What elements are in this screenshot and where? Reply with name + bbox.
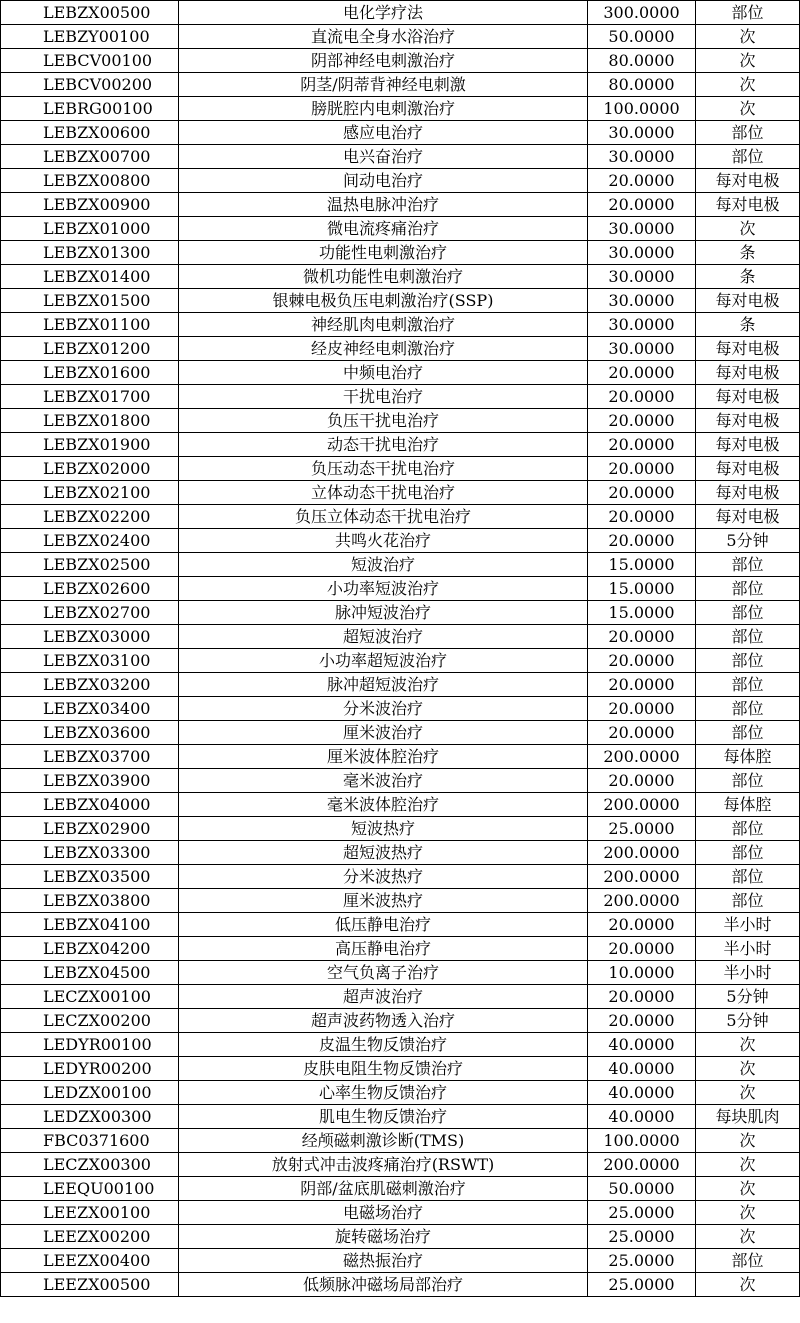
- item-code-cell: LEBZX02500: [1, 553, 179, 577]
- item-code-cell: LEBZX01200: [1, 337, 179, 361]
- item-code-cell: LEBCV00200: [1, 73, 179, 97]
- item-code-cell: LEBZX03400: [1, 697, 179, 721]
- table-row: [1, 433, 800, 457]
- item-code-cell: LEEZX00200: [1, 1225, 179, 1249]
- item-code-cell: LEBZX02600: [1, 577, 179, 601]
- table-row: [1, 889, 800, 913]
- item-price-cell: 200.0000: [588, 793, 696, 817]
- item-price-cell: 20.0000: [588, 193, 696, 217]
- item-name-cell: 旋转磁场治疗: [179, 1225, 588, 1249]
- item-unit-cell: 次: [696, 1273, 800, 1297]
- item-name-cell: 动态干扰电治疗: [179, 433, 588, 457]
- item-name-cell: 放射式冲击波疼痛治疗(RSWT): [179, 1153, 588, 1177]
- item-price-cell: 20.0000: [588, 649, 696, 673]
- item-code-cell: LEBZX03600: [1, 721, 179, 745]
- item-unit-cell: 部位: [696, 841, 800, 865]
- item-unit-cell: 每对电极: [696, 481, 800, 505]
- item-code-cell: LEBZX00700: [1, 145, 179, 169]
- item-price-cell: 30.0000: [588, 265, 696, 289]
- table-row: [1, 289, 800, 313]
- item-unit-cell: 每对电极: [696, 169, 800, 193]
- item-code-cell: LEBZX02400: [1, 529, 179, 553]
- item-price-cell: 20.0000: [588, 433, 696, 457]
- item-code-cell: LEBZX00900: [1, 193, 179, 217]
- item-unit-cell: 条: [696, 241, 800, 265]
- table-row: [1, 961, 800, 985]
- table-row: [1, 97, 800, 121]
- item-code-cell: LEBZX01100: [1, 313, 179, 337]
- item-unit-cell: 部位: [696, 121, 800, 145]
- item-unit-cell: 每对电极: [696, 457, 800, 481]
- item-price-cell: 40.0000: [588, 1033, 696, 1057]
- table-row: [1, 481, 800, 505]
- table-row: [1, 697, 800, 721]
- item-price-cell: 40.0000: [588, 1105, 696, 1129]
- item-price-cell: 200.0000: [588, 841, 696, 865]
- item-price-cell: 200.0000: [588, 889, 696, 913]
- item-code-cell: LEBZX01800: [1, 409, 179, 433]
- table-row: [1, 1009, 800, 1033]
- item-name-cell: 分米波治疗: [179, 697, 588, 721]
- item-name-cell: 温热电脉冲治疗: [179, 193, 588, 217]
- table-row: [1, 25, 800, 49]
- item-name-cell: 磁热振治疗: [179, 1249, 588, 1273]
- item-unit-cell: 半小时: [696, 913, 800, 937]
- item-code-cell: LEBZX01900: [1, 433, 179, 457]
- item-name-cell: 超短波治疗: [179, 625, 588, 649]
- item-unit-cell: 部位: [696, 697, 800, 721]
- table-row: [1, 1081, 800, 1105]
- item-code-cell: LEBZX03800: [1, 889, 179, 913]
- table-row: [1, 817, 800, 841]
- item-unit-cell: 部位: [696, 577, 800, 601]
- item-price-cell: 20.0000: [588, 481, 696, 505]
- item-name-cell: 厘米波热疗: [179, 889, 588, 913]
- table-row: [1, 313, 800, 337]
- item-name-cell: 负压干扰电治疗: [179, 409, 588, 433]
- item-unit-cell: 5分钟: [696, 529, 800, 553]
- item-name-cell: 阴部/盆底肌磁刺激治疗: [179, 1177, 588, 1201]
- item-name-cell: 共鸣火花治疗: [179, 529, 588, 553]
- table-row: [1, 1105, 800, 1129]
- item-price-cell: 30.0000: [588, 145, 696, 169]
- item-unit-cell: 部位: [696, 817, 800, 841]
- item-price-cell: 10.0000: [588, 961, 696, 985]
- table-row: [1, 745, 800, 769]
- item-price-cell: 30.0000: [588, 289, 696, 313]
- item-unit-cell: 次: [696, 1129, 800, 1153]
- item-unit-cell: 部位: [696, 145, 800, 169]
- table-row: [1, 145, 800, 169]
- item-unit-cell: 每对电极: [696, 409, 800, 433]
- item-name-cell: 间动电治疗: [179, 169, 588, 193]
- item-price-cell: 25.0000: [588, 1249, 696, 1273]
- item-price-cell: 20.0000: [588, 913, 696, 937]
- table-row: [1, 577, 800, 601]
- item-name-cell: 电兴奋治疗: [179, 145, 588, 169]
- item-unit-cell: 次: [696, 73, 800, 97]
- item-price-cell: 15.0000: [588, 553, 696, 577]
- table-row: [1, 625, 800, 649]
- item-code-cell: LEEZX00100: [1, 1201, 179, 1225]
- table-row: [1, 913, 800, 937]
- item-unit-cell: 5分钟: [696, 985, 800, 1009]
- item-name-cell: 厘米波体腔治疗: [179, 745, 588, 769]
- item-code-cell: LEBZX04000: [1, 793, 179, 817]
- item-unit-cell: 每对电极: [696, 385, 800, 409]
- item-name-cell: 小功率超短波治疗: [179, 649, 588, 673]
- item-unit-cell: 部位: [696, 1, 800, 25]
- item-name-cell: 微机功能性电刺激治疗: [179, 265, 588, 289]
- table-row: [1, 865, 800, 889]
- item-name-cell: 低频脉冲磁场局部治疗: [179, 1273, 588, 1297]
- item-name-cell: 毫米波体腔治疗: [179, 793, 588, 817]
- item-code-cell: LEBZX02200: [1, 505, 179, 529]
- item-price-cell: 200.0000: [588, 1153, 696, 1177]
- item-price-cell: 20.0000: [588, 985, 696, 1009]
- table-row: [1, 217, 800, 241]
- item-code-cell: LEDZX00300: [1, 1105, 179, 1129]
- item-code-cell: LEBZX04200: [1, 937, 179, 961]
- item-unit-cell: 部位: [696, 721, 800, 745]
- item-price-cell: 25.0000: [588, 817, 696, 841]
- table-row: [1, 793, 800, 817]
- item-price-cell: 15.0000: [588, 601, 696, 625]
- table-row: [1, 841, 800, 865]
- item-name-cell: 脉冲短波治疗: [179, 601, 588, 625]
- item-price-cell: 50.0000: [588, 25, 696, 49]
- item-price-cell: 20.0000: [588, 529, 696, 553]
- item-code-cell: LEBZX02100: [1, 481, 179, 505]
- item-price-cell: 20.0000: [588, 361, 696, 385]
- item-code-cell: LEBZY00100: [1, 25, 179, 49]
- item-unit-cell: 部位: [696, 865, 800, 889]
- item-name-cell: 皮温生物反馈治疗: [179, 1033, 588, 1057]
- item-unit-cell: 每对电极: [696, 289, 800, 313]
- item-unit-cell: 每对电极: [696, 337, 800, 361]
- item-name-cell: 经皮神经电刺激治疗: [179, 337, 588, 361]
- item-price-cell: 80.0000: [588, 49, 696, 73]
- item-code-cell: LECZX00100: [1, 985, 179, 1009]
- table-row: [1, 241, 800, 265]
- item-code-cell: LEDZX00100: [1, 1081, 179, 1105]
- item-unit-cell: 部位: [696, 625, 800, 649]
- item-name-cell: 空气负离子治疗: [179, 961, 588, 985]
- item-name-cell: 脉冲超短波治疗: [179, 673, 588, 697]
- item-price-cell: 20.0000: [588, 721, 696, 745]
- table-row: [1, 1, 800, 25]
- item-name-cell: 负压立体动态干扰电治疗: [179, 505, 588, 529]
- item-name-cell: 皮肤电阻生物反馈治疗: [179, 1057, 588, 1081]
- table-row: [1, 265, 800, 289]
- item-price-cell: 80.0000: [588, 73, 696, 97]
- item-price-cell: 25.0000: [588, 1273, 696, 1297]
- item-name-cell: 经颅磁刺激诊断(TMS): [179, 1129, 588, 1153]
- item-code-cell: LEEZX00500: [1, 1273, 179, 1297]
- item-price-cell: 20.0000: [588, 457, 696, 481]
- item-unit-cell: 次: [696, 1153, 800, 1177]
- table-row: [1, 457, 800, 481]
- item-name-cell: 干扰电治疗: [179, 385, 588, 409]
- item-code-cell: LEBZX02000: [1, 457, 179, 481]
- item-price-cell: 40.0000: [588, 1057, 696, 1081]
- item-unit-cell: 次: [696, 1201, 800, 1225]
- item-unit-cell: 次: [696, 1057, 800, 1081]
- table-row: [1, 649, 800, 673]
- item-name-cell: 立体动态干扰电治疗: [179, 481, 588, 505]
- item-code-cell: LEBZX02900: [1, 817, 179, 841]
- table-row: [1, 1153, 800, 1177]
- item-price-cell: 200.0000: [588, 745, 696, 769]
- table-row: [1, 673, 800, 697]
- item-name-cell: 神经肌肉电刺激治疗: [179, 313, 588, 337]
- item-code-cell: LEBZX03000: [1, 625, 179, 649]
- item-name-cell: 阴部神经电刺激治疗: [179, 49, 588, 73]
- item-unit-cell: 每对电极: [696, 361, 800, 385]
- table-row: [1, 337, 800, 361]
- item-name-cell: 心率生物反馈治疗: [179, 1081, 588, 1105]
- item-code-cell: LEBZX03100: [1, 649, 179, 673]
- item-unit-cell: 每对电极: [696, 505, 800, 529]
- table-row: [1, 409, 800, 433]
- item-price-cell: 25.0000: [588, 1201, 696, 1225]
- table-row: [1, 529, 800, 553]
- item-code-cell: LEBZX03300: [1, 841, 179, 865]
- table-row: [1, 601, 800, 625]
- item-price-cell: 30.0000: [588, 313, 696, 337]
- item-price-cell: 15.0000: [588, 577, 696, 601]
- item-code-cell: LEBRG00100: [1, 97, 179, 121]
- item-price-cell: 300.0000: [588, 1, 696, 25]
- item-unit-cell: 条: [696, 313, 800, 337]
- item-code-cell: LEBZX01700: [1, 385, 179, 409]
- item-unit-cell: 每体腔: [696, 745, 800, 769]
- item-code-cell: LEDYR00200: [1, 1057, 179, 1081]
- item-name-cell: 小功率短波治疗: [179, 577, 588, 601]
- item-price-cell: 30.0000: [588, 217, 696, 241]
- item-price-cell: 30.0000: [588, 121, 696, 145]
- item-unit-cell: 次: [696, 97, 800, 121]
- table-row: [1, 769, 800, 793]
- item-name-cell: 超声波治疗: [179, 985, 588, 1009]
- item-unit-cell: 次: [696, 217, 800, 241]
- item-name-cell: 厘米波治疗: [179, 721, 588, 745]
- item-price-cell: 20.0000: [588, 937, 696, 961]
- table-row: [1, 1201, 800, 1225]
- item-price-cell: 20.0000: [588, 169, 696, 193]
- item-unit-cell: 条: [696, 265, 800, 289]
- table-row: [1, 49, 800, 73]
- item-unit-cell: 每体腔: [696, 793, 800, 817]
- item-name-cell: 电磁场治疗: [179, 1201, 588, 1225]
- item-name-cell: 短波热疗: [179, 817, 588, 841]
- item-code-cell: LEBZX00800: [1, 169, 179, 193]
- item-code-cell: LEBCV00100: [1, 49, 179, 73]
- item-unit-cell: 部位: [696, 553, 800, 577]
- item-price-cell: 20.0000: [588, 409, 696, 433]
- item-name-cell: 功能性电刺激治疗: [179, 241, 588, 265]
- table-row: [1, 721, 800, 745]
- item-unit-cell: 次: [696, 1177, 800, 1201]
- table-row: [1, 169, 800, 193]
- item-code-cell: LEBZX01500: [1, 289, 179, 313]
- item-code-cell: LEBZX03200: [1, 673, 179, 697]
- table-body: [1, 1, 800, 1297]
- table-row: [1, 385, 800, 409]
- item-unit-cell: 半小时: [696, 937, 800, 961]
- item-unit-cell: 部位: [696, 649, 800, 673]
- item-unit-cell: 次: [696, 1033, 800, 1057]
- item-code-cell: LEBZX00500: [1, 1, 179, 25]
- item-price-cell: 20.0000: [588, 673, 696, 697]
- table-row: [1, 73, 800, 97]
- item-name-cell: 微电流疼痛治疗: [179, 217, 588, 241]
- item-name-cell: 超短波热疗: [179, 841, 588, 865]
- item-name-cell: 膀胱腔内电刺激治疗: [179, 97, 588, 121]
- item-unit-cell: 半小时: [696, 961, 800, 985]
- table-row: [1, 553, 800, 577]
- item-name-cell: 肌电生物反馈治疗: [179, 1105, 588, 1129]
- item-code-cell: LEEQU00100: [1, 1177, 179, 1201]
- table-row: [1, 1249, 800, 1273]
- item-code-cell: LEDYR00100: [1, 1033, 179, 1057]
- item-code-cell: LEBZX04100: [1, 913, 179, 937]
- table-row: [1, 937, 800, 961]
- item-price-cell: 20.0000: [588, 697, 696, 721]
- table-row: [1, 1273, 800, 1297]
- item-code-cell: LEEZX00400: [1, 1249, 179, 1273]
- item-name-cell: 阴茎/阴蒂背神经电刺激: [179, 73, 588, 97]
- table-row: [1, 1129, 800, 1153]
- item-code-cell: LEBZX01000: [1, 217, 179, 241]
- table-row: [1, 1033, 800, 1057]
- item-name-cell: 电化学疗法: [179, 1, 588, 25]
- table-row: [1, 505, 800, 529]
- item-name-cell: 银棘电极负压电刺激治疗(SSP): [179, 289, 588, 313]
- item-price-cell: 20.0000: [588, 769, 696, 793]
- item-code-cell: LEBZX00600: [1, 121, 179, 145]
- item-unit-cell: 5分钟: [696, 1009, 800, 1033]
- item-code-cell: LEBZX03900: [1, 769, 179, 793]
- item-code-cell: LEBZX03500: [1, 865, 179, 889]
- item-price-cell: 20.0000: [588, 505, 696, 529]
- table-row: [1, 361, 800, 385]
- item-unit-cell: 部位: [696, 769, 800, 793]
- item-unit-cell: 每对电极: [696, 193, 800, 217]
- item-code-cell: LEBZX01400: [1, 265, 179, 289]
- item-price-cell: 40.0000: [588, 1081, 696, 1105]
- item-code-cell: LEBZX04500: [1, 961, 179, 985]
- item-unit-cell: 每对电极: [696, 433, 800, 457]
- item-name-cell: 直流电全身水浴治疗: [179, 25, 588, 49]
- item-unit-cell: 次: [696, 49, 800, 73]
- item-price-cell: 30.0000: [588, 337, 696, 361]
- item-price-cell: 20.0000: [588, 385, 696, 409]
- item-price-cell: 200.0000: [588, 865, 696, 889]
- item-code-cell: LECZX00300: [1, 1153, 179, 1177]
- item-unit-cell: 部位: [696, 889, 800, 913]
- item-name-cell: 负压动态干扰电治疗: [179, 457, 588, 481]
- item-price-cell: 50.0000: [588, 1177, 696, 1201]
- table-row: [1, 985, 800, 1009]
- item-name-cell: 中频电治疗: [179, 361, 588, 385]
- table-row: [1, 193, 800, 217]
- item-unit-cell: 次: [696, 25, 800, 49]
- item-name-cell: 超声波药物透入治疗: [179, 1009, 588, 1033]
- item-unit-cell: 次: [696, 1225, 800, 1249]
- table-row: [1, 1225, 800, 1249]
- item-name-cell: 毫米波治疗: [179, 769, 588, 793]
- table-row: [1, 1177, 800, 1201]
- item-code-cell: LEBZX01600: [1, 361, 179, 385]
- item-unit-cell: 部位: [696, 673, 800, 697]
- item-name-cell: 高压静电治疗: [179, 937, 588, 961]
- item-name-cell: 分米波热疗: [179, 865, 588, 889]
- item-name-cell: 感应电治疗: [179, 121, 588, 145]
- item-price-cell: 100.0000: [588, 97, 696, 121]
- item-price-cell: 20.0000: [588, 1009, 696, 1033]
- item-price-cell: 25.0000: [588, 1225, 696, 1249]
- item-code-cell: LEBZX03700: [1, 745, 179, 769]
- item-code-cell: LECZX00200: [1, 1009, 179, 1033]
- item-unit-cell: 每块肌肉: [696, 1105, 800, 1129]
- item-name-cell: 低压静电治疗: [179, 913, 588, 937]
- table-row: [1, 1057, 800, 1081]
- item-price-cell: 20.0000: [588, 625, 696, 649]
- item-code-cell: LEBZX01300: [1, 241, 179, 265]
- item-name-cell: 短波治疗: [179, 553, 588, 577]
- item-unit-cell: 部位: [696, 1249, 800, 1273]
- item-price-cell: 100.0000: [588, 1129, 696, 1153]
- item-price-cell: 30.0000: [588, 241, 696, 265]
- table-row: [1, 121, 800, 145]
- item-unit-cell: 次: [696, 1081, 800, 1105]
- item-code-cell: FBC0371600: [1, 1129, 179, 1153]
- item-code-cell: LEBZX02700: [1, 601, 179, 625]
- item-unit-cell: 部位: [696, 601, 800, 625]
